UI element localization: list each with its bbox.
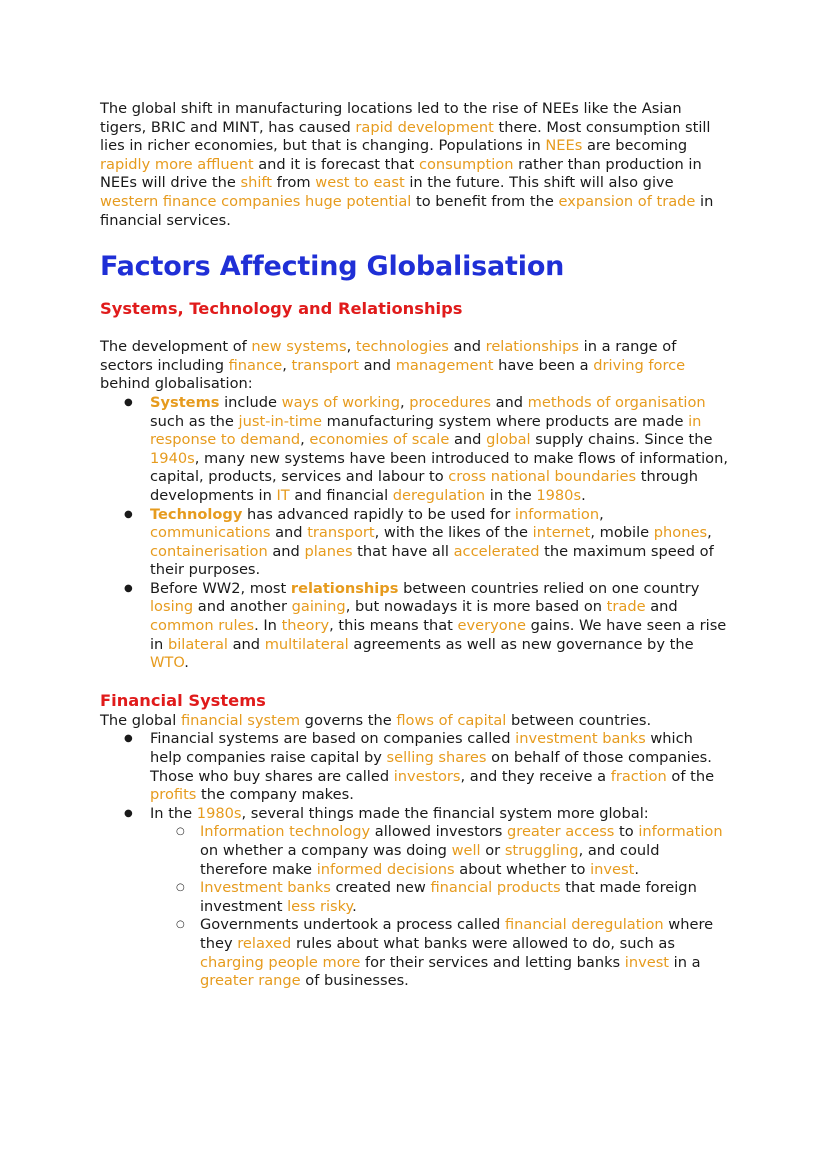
financial-bullet-list xyxy=(100,730,728,990)
systems-bullet-list xyxy=(100,394,728,673)
bullet-relationships: ● Before WW2, most relationships between countries relied on one country losing and another gaining, but nowadays it is more based on trade and common rules. In theory, this means that everyone gains. We have seen a rise in bilateral and multilateral agreements as well as new governance by the WTO. xyxy=(100,580,728,673)
sub-bullet-investment-banks: ○ Investment banks created new financial products that made foreign investment less risky. xyxy=(150,879,728,916)
sub-bullet-information-technology: ○ Information technology allowed investors greater access to information on whether a company was doing well or struggling, and could therefore make informed decisions about whether to invest. xyxy=(150,823,728,879)
sub-bullet-deregulation: ○ Governments undertook a process called financial deregulation where they relaxed rules about what banks were allowed to do, such as charging people more for their services and letting banks invest in a greater range of businesses. xyxy=(150,916,728,990)
financial-heading: Financial Systems xyxy=(100,690,266,710)
systems-intro-paragraph: The development of new systems, technologies and relationships in a range of sectors including finance, transport and management have been a driving force behind globalisation: xyxy=(100,338,686,393)
bullet-systems: ● Systems include ways of working, procedures and methods of organisation such as the just-in-time manufacturing system where products are made in response to demand, economies of scale and global supply chains. Since the 1940s, many new systems have been introduced to make flows of information, capital, products, services and labour to cross national boundaries through developments in IT and financial deregulation in the 1980s. xyxy=(100,394,728,506)
sub-bullet-list xyxy=(150,823,728,990)
bullet-investment-banks: ● Financial systems are based on companies called investment banks which help companies raise capital by selling shares on behalf of those companies. Those who buy shares are called investors, and they receive a fraction of the profits the company makes. xyxy=(100,730,728,804)
bullet-1980s: ● In the 1980s, several things made the financial system more global: ○ Information technology allowed investors greater access to information on whether a company was doing well or struggling, and could therefore make informed decisions about whether to invest. ○ Investment banks created new financial products that made foreign investment less risky. ○ Governments undertook a process called financial deregulation where they relaxed rules about what banks were allowed to do, such as charging people more for their services and letting banks invest in a greater range of businesses. xyxy=(100,805,728,991)
financial-intro-paragraph: The global financial system governs the flows of capital between countries. xyxy=(100,711,652,729)
main-heading: Factors Affecting Globalisation xyxy=(100,251,565,283)
bullet-technology: ● Technology has advanced rapidly to be used for information, communications and transport, with the likes of the internet, mobile phones, containerisation and planes that have all accelerated the maximum speed of their purposes. xyxy=(100,506,728,580)
intro-paragraph: The global shift in manufacturing locations led to the rise of NEEs like the Asian tigers, BRIC and MINT, has caused rapid development there. Most consumption still lies in richer economies, but that is changing. Populations in NEEs are becoming rapidly more affluent and it is forecast that consumption rather than production in NEEs will drive the shift from west to east in the future. This shift will also give western finance companies huge potential to benefit from the expansion of trade in financial services. xyxy=(100,100,714,229)
systems-heading: Systems, Technology and Relationships xyxy=(100,299,463,319)
